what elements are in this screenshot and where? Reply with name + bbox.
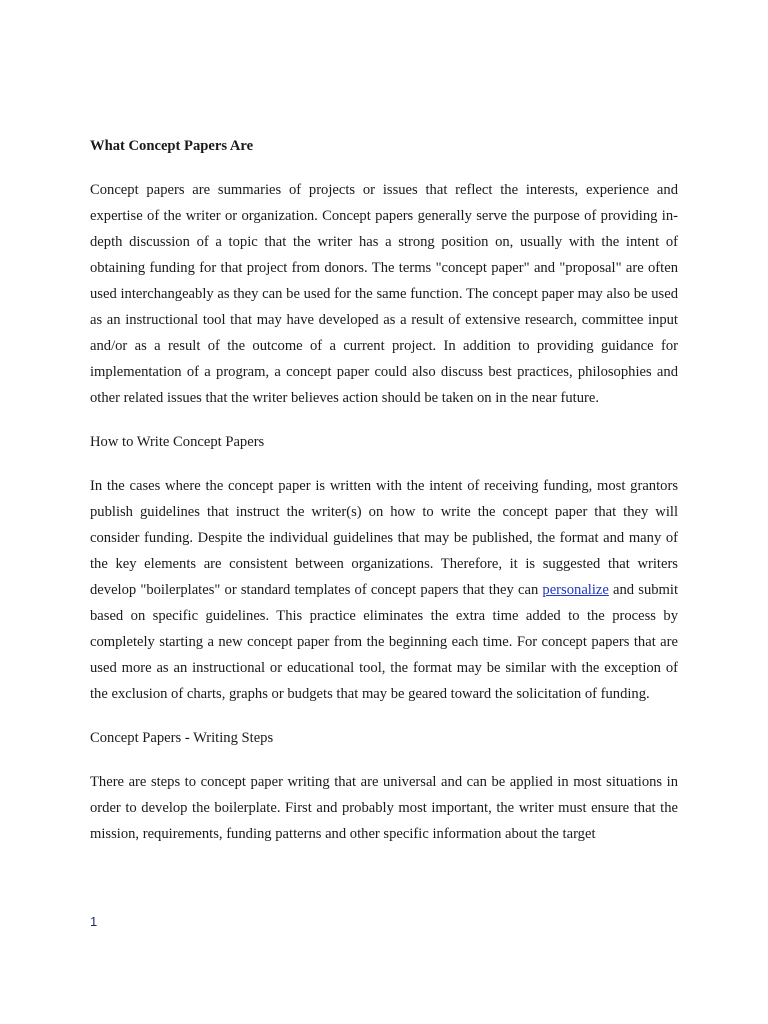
paragraph-how-to-write [90,473,678,707]
document-body [90,133,678,847]
paragraph-text-before-link: In the cases where the concept paper is written with the intent of receiving funding, most grantors publish guidelines that instruct the writer(s) on how to write the concept paper that they will consider funding. Despite the individual guidelines that may be published, the format and many of the key elements are consistent between organizations. Therefore, it is suggested that writers develop "boilerplates" or standard templates of concept papers that they can [90,478,678,598]
section-heading-how-to-write: How to Write Concept Papers [90,434,265,450]
paragraph-writing-steps: There are steps to concept paper writing that are universal and can be applied in most situations in order to develop the boilerplate. First and probably most important, the writer must ensure that the mission, requirements, funding patterns and other specific information about the target [90,774,678,842]
section-heading-writing-steps: Concept Papers - Writing Steps [90,730,274,746]
paragraph-text-after-link: and submit based on specific guidelines. This practice eliminates the extra time added to the process by completely starting a new concept paper from the beginning each time. For concept papers that are used more as an instructional or educational tool, the format may be similar with the exception of the exclusion of charts, graphs or budgets that may be geared toward the solicitation of funding. [90,582,678,702]
paragraph-what-concept-papers-are: Concept papers are summaries of projects or issues that reflect the interests, experience and expertise of the writer or organization. Concept papers generally serve the purpose of providing in-depth discussion of a topic that the writer has a strong position on, usually with the intent of obtaining funding for that project from donors. The terms "concept paper" and "proposal" are often used interchangeably as they can be used for the same function. The concept paper may also be used as an instructional tool that may have developed as a result of extensive research, committee input and/or as a result of the outcome of a current project. In addition to providing guidance for implementation of a program, a concept paper could also discuss best practices, philosophies and other related issues that the writer believes action should be taken on in the near future. [90,182,678,406]
personalize-link[interactable]: personalize [542,582,609,598]
page-number: 1 [90,914,98,929]
section-heading-what-concept-papers-are: What Concept Papers Are [90,138,254,154]
